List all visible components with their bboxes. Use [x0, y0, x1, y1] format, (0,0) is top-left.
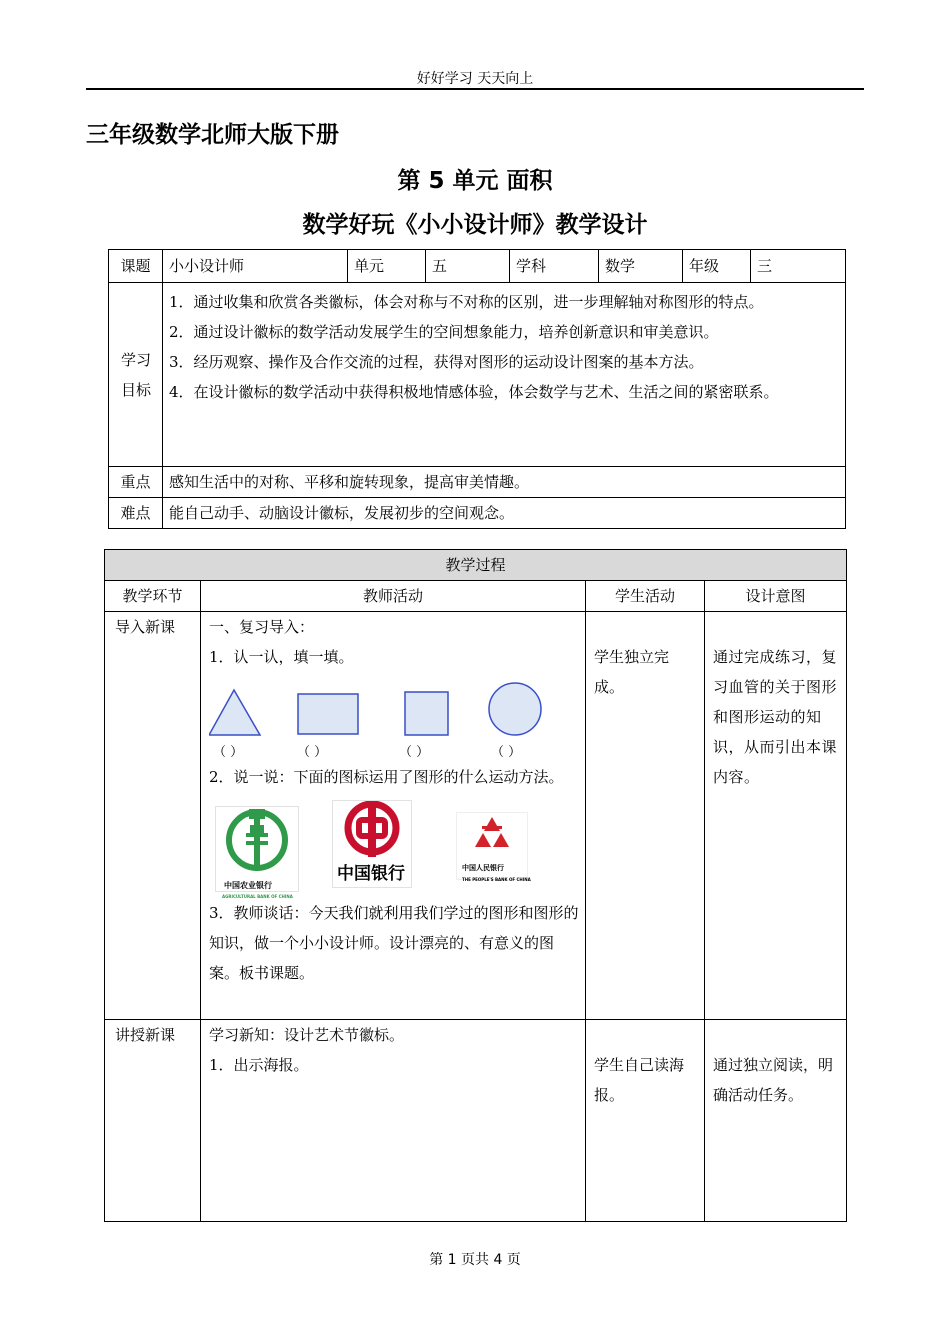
- pboc-logo-sub: THE PEOPLE'S BANK OF CHINA: [462, 877, 531, 882]
- answer-blanks: [209, 738, 579, 762]
- stage-intro: 导入新课: [105, 612, 201, 1020]
- student-activity-intro: 学生独立完成。: [586, 612, 705, 1020]
- answer-blank: （ ）: [213, 745, 244, 760]
- bank-logos: [209, 792, 579, 899]
- new-knowledge-heading: 学习新知：设计艺术节徽标。: [209, 1026, 405, 1044]
- grade-label: 年级: [683, 250, 751, 283]
- subject-value: 数学: [599, 250, 683, 283]
- rectangle-shape: [298, 694, 358, 734]
- boc-logo-icon: [333, 801, 411, 857]
- teacher-activity-new: [201, 1020, 586, 1222]
- difficulty-value: 能自己动手、动脑设计徽标，发展初步的空间观念。: [163, 498, 846, 529]
- goal-item: 3．经历观察、操作及合作交流的过程，获得对图形的运动设计图案的基本方法。: [169, 353, 704, 371]
- grade-value: 三: [751, 250, 846, 283]
- col-stage: 教学环节: [105, 581, 201, 612]
- key-value: 感知生活中的对称、平移和旋转现象，提高审美情趣。: [163, 467, 846, 498]
- page-footer: 第 1 页共 4 页: [429, 1252, 521, 1268]
- abc-logo-icon: [216, 807, 298, 871]
- goals-label: 学习目标: [109, 283, 163, 467]
- abc-logo-name: 中国农业银行: [224, 881, 272, 890]
- unit-value: 五: [426, 250, 510, 283]
- key-label: 重点: [109, 467, 163, 498]
- shape-figures-svg: [209, 672, 579, 738]
- answer-blank: （ ）: [491, 745, 522, 760]
- show-poster: 1．出示海报。: [209, 1056, 309, 1074]
- question-2: 2．说一说：下面的图标运用了图形的什么运动方法。: [209, 768, 564, 786]
- goal-item: 2．通过设计徽标的数学活动发展学生的空间想象能力，培养创新意识和审美意识。: [169, 323, 719, 341]
- process-title: 教学过程: [105, 550, 847, 581]
- lesson-info-table: [108, 249, 846, 529]
- header-divider: [86, 88, 864, 90]
- unit-title: 第 5 单元 面积: [397, 168, 553, 194]
- difficulty-label: 难点: [109, 498, 163, 529]
- col-teacher: 教师活动: [201, 581, 586, 612]
- teacher-activity-intro: [201, 612, 586, 1020]
- question-1: 1．认一认，填一填。: [209, 648, 354, 666]
- boc-logo-name: 中国银行: [337, 864, 405, 884]
- design-intent-new: 通过独立阅读，明确活动任务。: [705, 1020, 847, 1222]
- abc-logo: [215, 806, 299, 899]
- subject-label: 学科: [510, 250, 599, 283]
- lesson-title: 数学好玩《小小设计师》教学设计: [302, 212, 648, 238]
- grade-title: 三年级数学北师大版下册: [86, 122, 339, 148]
- goals-cell: [163, 283, 846, 467]
- col-student: 学生活动: [586, 581, 705, 612]
- design-intent-intro: 通过完成练习，复习血管的关于图形和图形运动的知识，从而引出本课内容。: [705, 612, 847, 1020]
- teaching-process-table: [104, 549, 847, 1222]
- square-shape: [405, 692, 448, 735]
- pboc-logo: [456, 812, 531, 882]
- boc-logo: [332, 800, 412, 888]
- topic-value: 小小设计师: [163, 250, 348, 283]
- student-activity-new: 学生自己读海报。: [586, 1020, 705, 1222]
- pboc-logo-name: 中国人民银行: [462, 864, 504, 872]
- col-intent: 设计意图: [705, 581, 847, 612]
- stage-new-lesson: 讲授新课: [105, 1020, 201, 1222]
- topic-label: 课题: [109, 250, 163, 283]
- unit-label: 单元: [348, 250, 426, 283]
- answer-blank: （ ）: [399, 745, 430, 760]
- goal-item: 1．通过收集和欣赏各类徽标，体会对称与不对称的区别，进一步理解轴对称图形的特点。: [169, 293, 764, 311]
- abc-logo-sub: AGRICULTURAL BANK OF CHINA: [222, 894, 293, 899]
- answer-blank: （ ）: [297, 745, 328, 760]
- triangle-shape: [209, 690, 260, 735]
- question-3: 3．教师谈话：今天我们就利用我们学过的图形和图形的知识，做一个小小设计师。设计漂亮的、有意义的图案。板书课题。: [209, 904, 579, 982]
- shape-figures: [209, 672, 579, 738]
- page-header: 好好学习 天天向上: [416, 71, 534, 87]
- pboc-logo-icon: [457, 813, 527, 857]
- review-heading: 一、复习导入：: [209, 618, 315, 636]
- circle-shape: [489, 683, 541, 735]
- goal-item: 4．在设计徽标的数学活动中获得积极地情感体验，体会数学与艺术、生活之间的紧密联系。: [169, 383, 779, 401]
